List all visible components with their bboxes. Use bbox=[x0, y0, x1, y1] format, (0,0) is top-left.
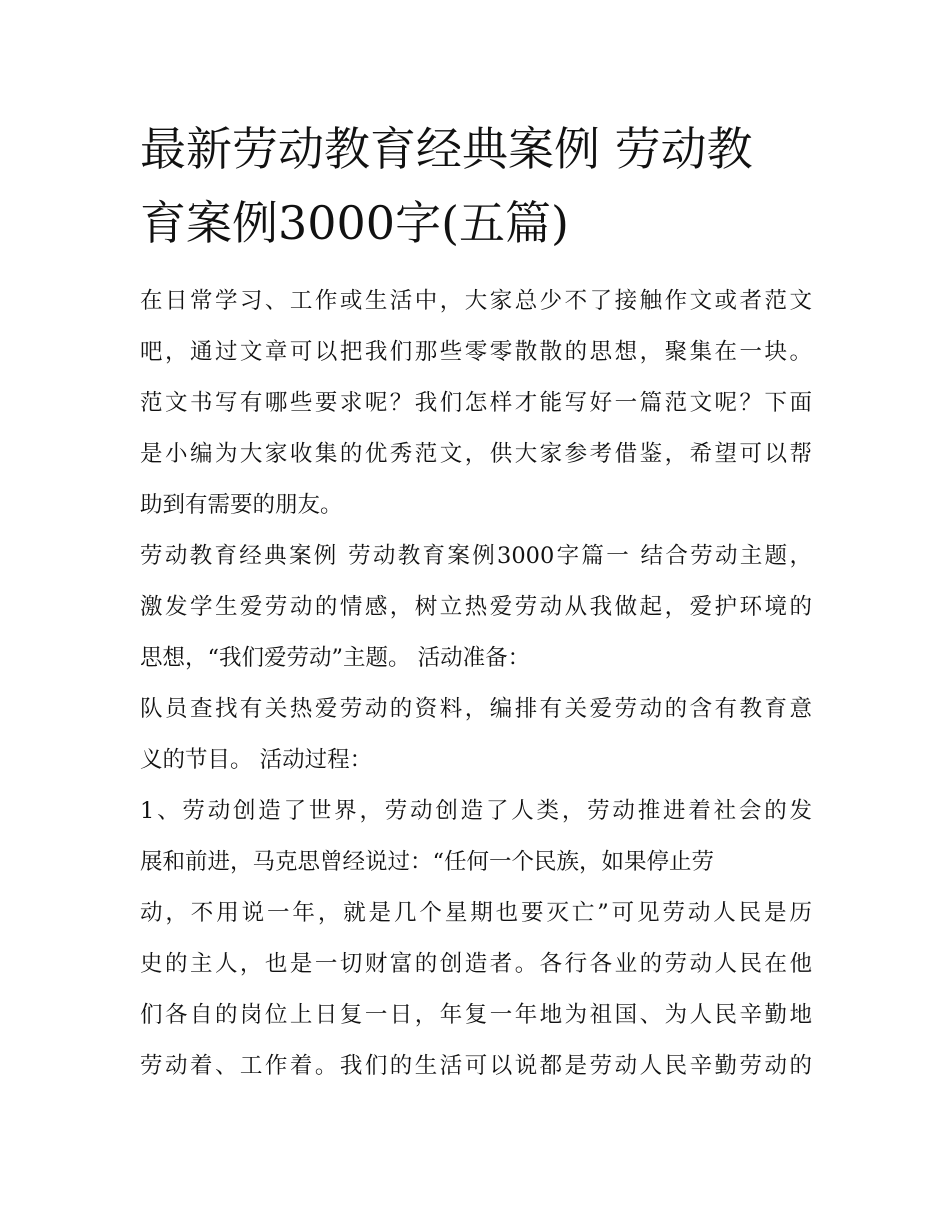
title-line-2-text: 育案例3000字(五篇) bbox=[140, 196, 569, 250]
process-paragraph bbox=[140, 786, 812, 1092]
intro-line: 在日常学习、工作或生活中，大家总少不了接触作文或者范文 bbox=[140, 288, 812, 314]
intro-line: 是小编为大家收集的优秀范文，供大家参考借鉴，希望可以帮 bbox=[140, 441, 812, 467]
prep-line: 义的节目。 活动过程： bbox=[140, 747, 373, 773]
preparation-paragraph bbox=[140, 684, 812, 786]
section-line: 激发学生爱劳动的情感，树立热爱劳动从我做起，爱护环境的 bbox=[140, 594, 812, 620]
intro-paragraph bbox=[140, 276, 812, 531]
process-line: 动，不用说一年，就是几个星期也要灭亡”可见劳动人民是历 bbox=[140, 900, 812, 926]
process-line: 1、劳动创造了世界，劳动创造了人类，劳动推进着社会的发 bbox=[140, 798, 812, 824]
intro-line: 吧，通过文章可以把我们那些零零散散的思想，聚集在一块。 bbox=[140, 339, 812, 365]
process-line: 史的主人，也是一切财富的创造者。各行各业的劳动人民在他 bbox=[140, 951, 812, 977]
process-line: 劳动着、工作着。我们的生活可以说都是劳动人民辛勤劳动的 bbox=[140, 1053, 812, 1079]
title-line-1: 最新劳动教育经典案例 劳动教 bbox=[140, 122, 753, 176]
intro-line: 助到有需要的朋友。 bbox=[140, 492, 343, 518]
process-line: 展和前进，马克思曾经说过：“任何一个民族，如果停止劳 bbox=[140, 849, 715, 875]
prep-line: 队员查找有关热爱劳动的资料，编排有关爱劳动的含有教育意 bbox=[140, 696, 812, 722]
process-line: 们各自的岗位上日复一日，年复一年地为祖国、为人民辛勤地 bbox=[140, 1002, 812, 1028]
intro-line: 范文书写有哪些要求呢？我们怎样才能写好一篇范文呢？下面 bbox=[140, 390, 812, 416]
section-line: 思想，“我们爱劳动”主题。 活动准备： bbox=[140, 645, 531, 671]
title-line-2 bbox=[140, 186, 820, 260]
document-title bbox=[140, 112, 820, 260]
section-one-paragraph bbox=[140, 531, 812, 684]
section-line: 劳动教育经典案例 劳动教育案例3000字篇一 结合劳动主题， bbox=[140, 543, 812, 569]
